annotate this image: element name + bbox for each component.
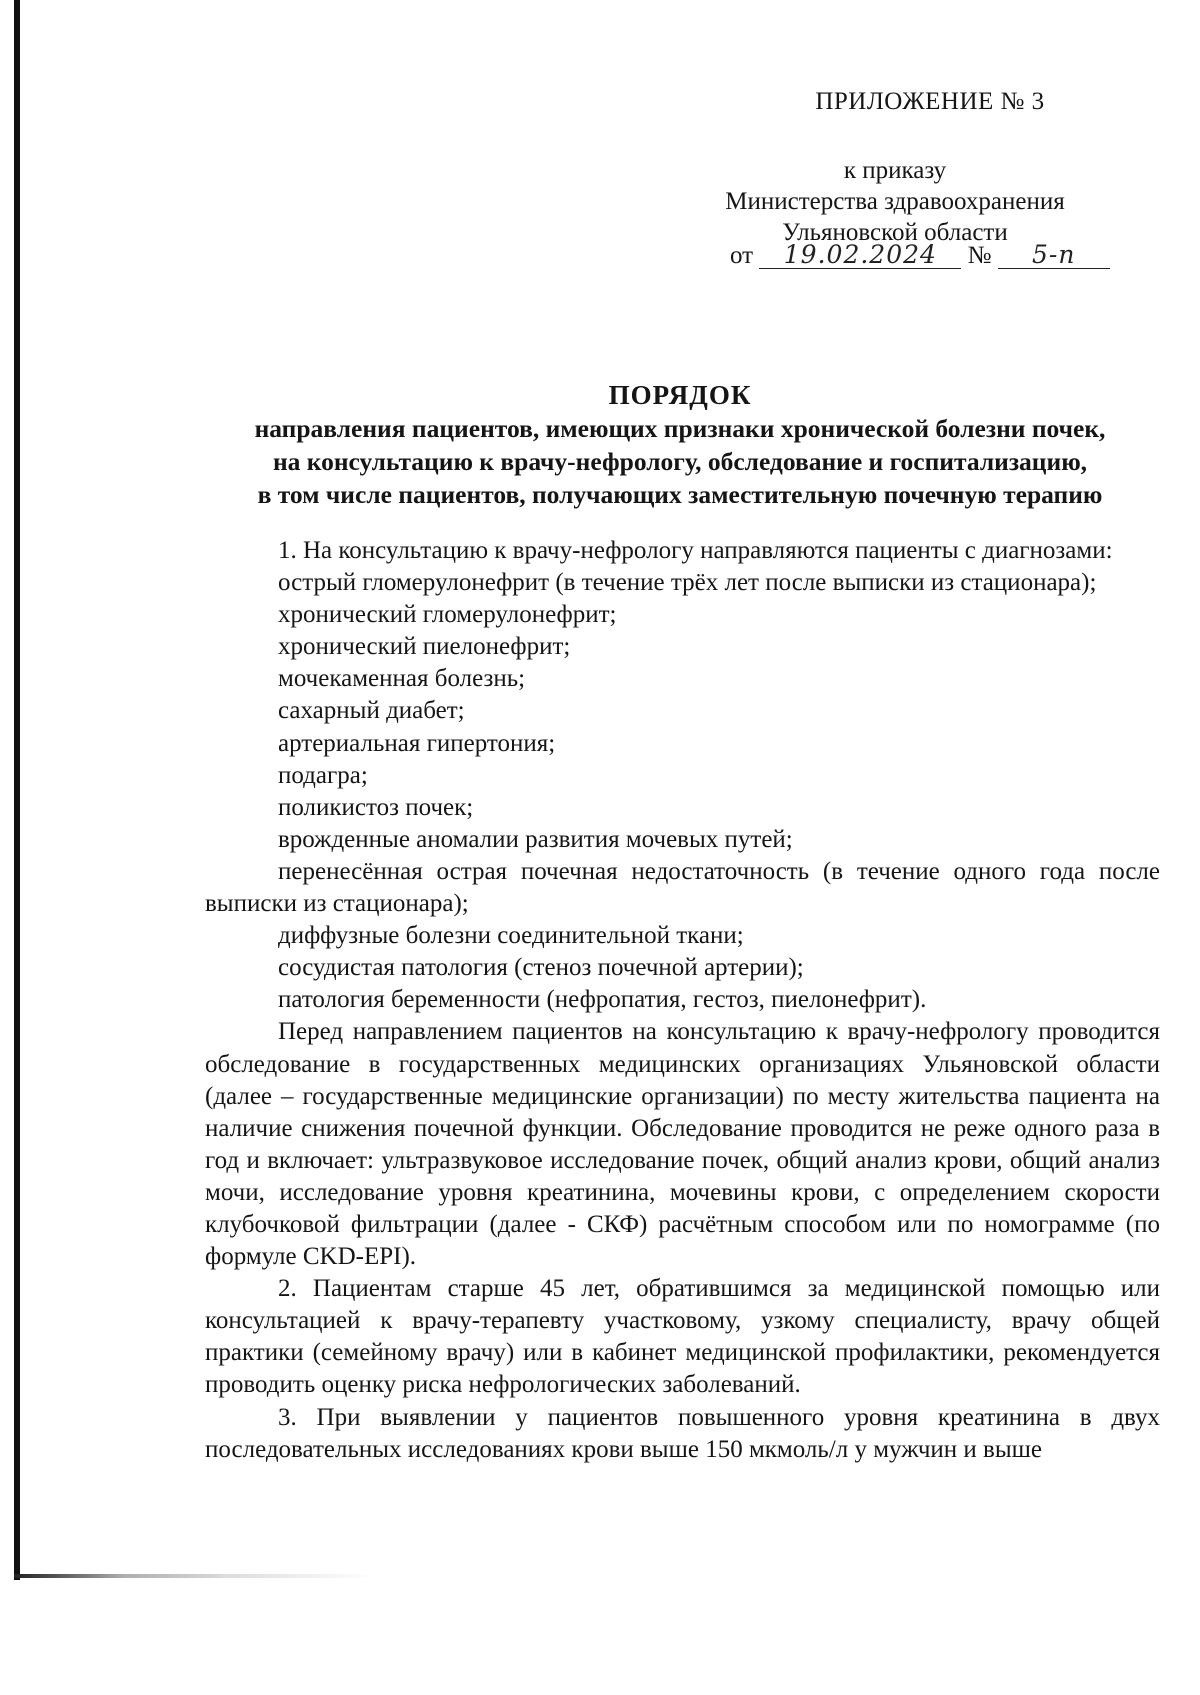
order-reference-line: Министерства здравоохранения: [725, 188, 1065, 215]
title-line: на консультацию к врачу-нефрологу, обследование и госпитализацию,: [272, 447, 1088, 476]
order-number-handwritten: 5-п: [998, 242, 1110, 269]
diagnosis-item: врожденные аномалии развития мочевых путей;: [278, 825, 793, 853]
diagnosis-item: артериальная гипертония;: [278, 729, 556, 757]
diagnosis-item: хронический гломерулонефрит;: [278, 601, 617, 629]
diagnosis-item: хронический пиелонефрит;: [278, 633, 571, 661]
order-reference-line: к приказу: [843, 157, 947, 184]
diagnosis-item: поликистоз почек;: [278, 793, 474, 821]
diagnosis-item: диффузные болезни соединительной ткани;: [278, 922, 744, 950]
diagnosis-item: патология беременности (нефропатия, гестоз, пиелонефрит).: [278, 986, 927, 1014]
scan-edge-bottom: [14, 1574, 374, 1578]
scan-edge-left: [14, 0, 20, 1580]
order-date-number-line: [730, 242, 1110, 270]
title-main: ПОРЯДОК: [608, 380, 752, 410]
order-number-label: №: [967, 242, 992, 269]
order-reference: [660, 155, 1130, 248]
appendix-label: ПРИЛОЖЕНИЕ № 3: [815, 88, 1045, 115]
paragraph-examination: Перед направлением пациентов на консультацию к врачу-нефрологу проводится обследование в государственных медицинских организациях Ульяновской области (далее – государственные медицинские организации) по месту жительства пациента на наличие снижения почечной функции. Обследование проводится не реже одного раза в год и включает: ультразвуковое исследование почек, общий анализ крови, общий анализ мочи, исследование уровня креатинина, мочевины крови, с определением скорости клубочковой фильтрации (далее - СКФ) расчётным способом или по номограмме (по формуле CKD-EPI).: [205, 1018, 1160, 1271]
diagnosis-item: сосудистая патология (стеноз почечной артерии);: [278, 954, 804, 982]
diagnosis-item-aki: перенесённая острая почечная недостаточность (в течение одного года после выписки из стационара);: [205, 857, 1160, 918]
diagnosis-item: подагра;: [278, 761, 368, 789]
paragraph-3: 3. При выявлении у пациентов повышенного уровня креатинина в двух последовательных исследованиях крови выше 150 мкмоль/л у мужчин и выше: [205, 1403, 1160, 1463]
order-reference-line: Ульяновской области: [782, 219, 1008, 246]
paragraph-2: 2. Пациентам старше 45 лет, обратившимся за медицинской помощью или консультацией к врачу-терапевту участковому, узкому специалисту, врачу общей практики (семейному врачу) или в кабинет медицинской профилактики, рекомендуется проводить оценку риска нефрологических заболеваний.: [205, 1275, 1160, 1399]
paragraph-1: 1. На консультацию к врачу-нефрологу направляются пациенты с диагнозами:: [278, 537, 1113, 564]
document-body: [205, 535, 1160, 1466]
order-prefix: от: [730, 242, 754, 269]
order-date-handwritten: 19.02.2024: [759, 242, 961, 269]
title-line: направления пациентов, имеющих признаки хронической болезни почек,: [254, 414, 1106, 443]
diagnosis-item: сахарный диабет;: [278, 697, 465, 725]
diagnosis-item: острый гломерулонефрит (в течение трёх лет после выписки из стационара);: [278, 569, 1097, 597]
document-title: [200, 378, 1160, 511]
diagnosis-item: мочекаменная болезнь;: [278, 665, 526, 693]
title-line: в том числе пациентов, получающих заместительную почечную терапию: [257, 480, 1103, 509]
